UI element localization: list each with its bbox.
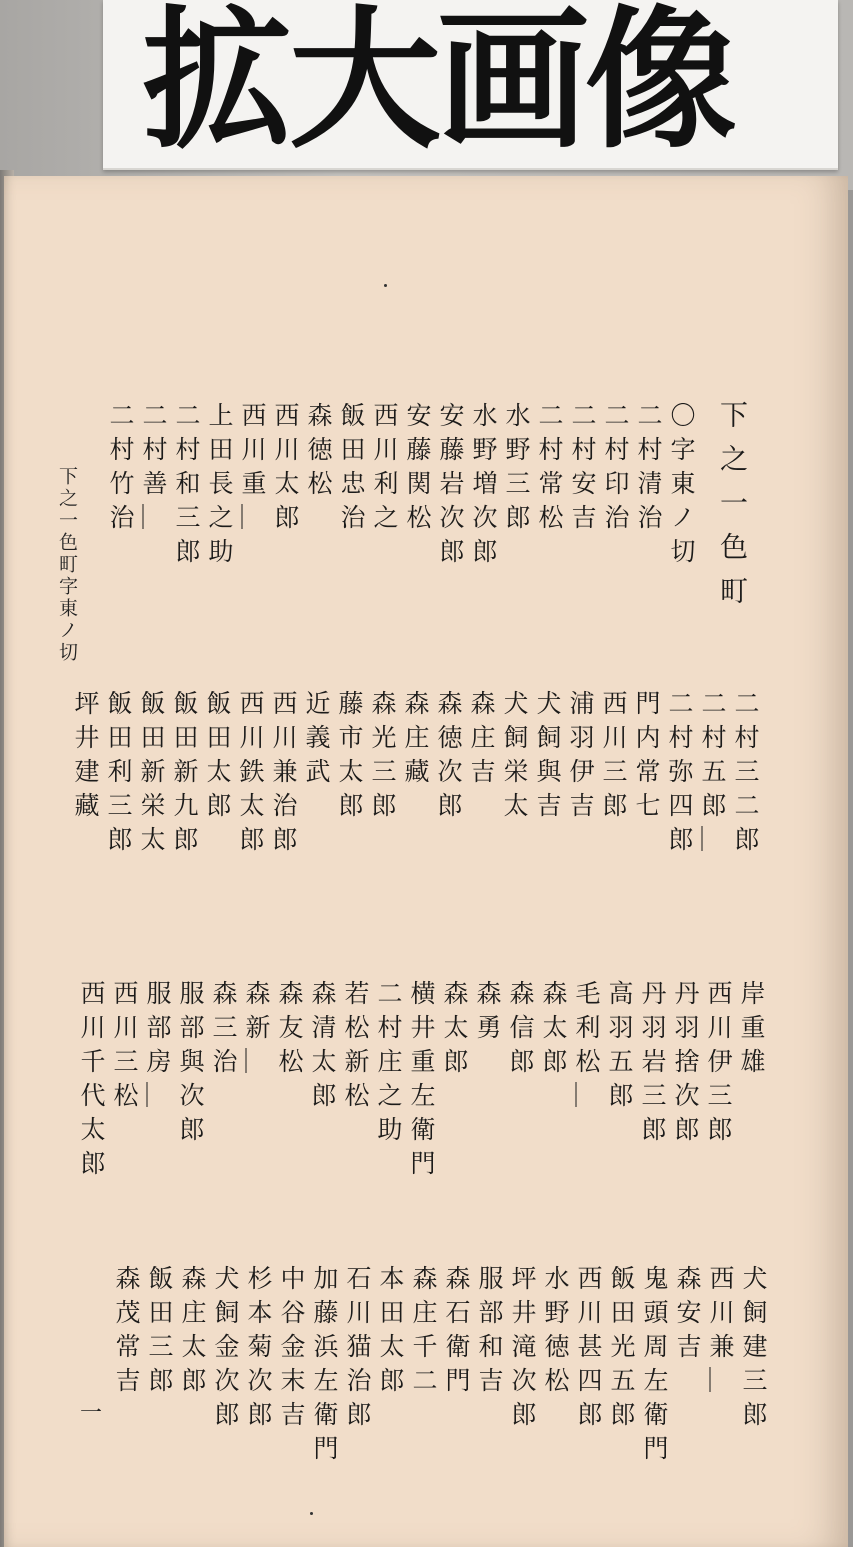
name-column: 二村和三郎 bbox=[172, 402, 201, 572]
name-column: 水野徳松 bbox=[541, 1265, 570, 1401]
name-column: 二村弥四郎 bbox=[665, 690, 694, 860]
name-column: 西川伊三郎 bbox=[704, 980, 733, 1150]
name-column: 高羽五郎 bbox=[605, 980, 634, 1116]
name-column: 森新＿ bbox=[242, 980, 271, 1082]
name-column: 岸重雄 bbox=[737, 980, 766, 1082]
name-column: 犬飼栄太 bbox=[500, 690, 529, 826]
name-column: 浦羽伊吉 bbox=[566, 690, 595, 826]
name-column: 森友松 bbox=[275, 980, 304, 1082]
town-heading: 下之一色町 bbox=[716, 400, 749, 620]
name-column: 毛利松＿ bbox=[572, 980, 601, 1116]
name-column: 西川鉄太郎 bbox=[236, 690, 265, 860]
name-column: 西川三松 bbox=[110, 980, 139, 1116]
name-column: 二村庄之助 bbox=[374, 980, 403, 1150]
name-column: 杉本菊次郎 bbox=[244, 1265, 273, 1435]
name-column: 西川甚四郎 bbox=[574, 1265, 603, 1435]
name-column: 飯田三郎 bbox=[145, 1265, 174, 1401]
name-column: 西川利之 bbox=[370, 402, 399, 538]
name-column: 森庄千二 bbox=[409, 1265, 438, 1401]
name-column: 森太郎 bbox=[440, 980, 469, 1082]
name-column: 丹羽岩三郎 bbox=[638, 980, 667, 1150]
page-number: 一 bbox=[80, 1401, 103, 1426]
name-column: 石川猫治郎 bbox=[343, 1265, 372, 1435]
ink-dot bbox=[310, 1512, 313, 1515]
name-column: 森徳松 bbox=[304, 402, 333, 504]
name-column: 二村三二郎 bbox=[731, 690, 760, 860]
name-column: 門内常七 bbox=[632, 690, 661, 826]
enlarged-image-label bbox=[103, 0, 838, 170]
name-column: 服部與次郎 bbox=[176, 980, 205, 1150]
name-column: 丹羽捨次郎 bbox=[671, 980, 700, 1150]
name-column: 二村五郎＿ bbox=[698, 690, 727, 860]
name-column: 西川千代太郎 bbox=[77, 980, 106, 1184]
name-block-2 bbox=[71, 690, 762, 860]
name-column: 近義武 bbox=[302, 690, 331, 792]
name-column: 中谷金末吉 bbox=[277, 1265, 306, 1435]
name-column: 森光三郎 bbox=[368, 690, 397, 826]
name-column: 西川太郎 bbox=[271, 402, 300, 538]
name-column: 森勇 bbox=[473, 980, 502, 1048]
name-column: 安藤関松 bbox=[403, 402, 432, 538]
label-text: 拡大画像 bbox=[141, 0, 733, 169]
name-column: 森安吉 bbox=[673, 1265, 702, 1367]
name-column: 西川重＿ bbox=[238, 402, 267, 538]
name-column: 飯田太郎 bbox=[203, 690, 232, 826]
name-column: 飯田利三郎 bbox=[104, 690, 133, 860]
name-column: 森庄吉 bbox=[467, 690, 496, 792]
name-column: 本田太郎 bbox=[376, 1265, 405, 1401]
name-column: 森徳次郎 bbox=[434, 690, 463, 826]
name-column: 飯田光五郎 bbox=[607, 1265, 636, 1435]
name-column: 森清太郎 bbox=[308, 980, 337, 1116]
name-column: 森石衛門 bbox=[442, 1265, 471, 1401]
name-block-1 bbox=[106, 402, 698, 572]
name-column: 若松新松 bbox=[341, 980, 370, 1116]
name-column: 上田長之助 bbox=[205, 402, 234, 572]
name-column: 飯田新栄太 bbox=[137, 690, 166, 860]
name-block-3 bbox=[77, 980, 768, 1184]
name-column: 服部和吉 bbox=[475, 1265, 504, 1401]
name-column: 西川兼＿ bbox=[706, 1265, 735, 1401]
name-column: 二村安吉 bbox=[568, 402, 597, 538]
name-column: 森三治 bbox=[209, 980, 238, 1082]
name-column: 坪井建藏 bbox=[71, 690, 100, 826]
name-column: 飯田忠治 bbox=[337, 402, 366, 538]
name-column: 水野増次郎 bbox=[469, 402, 498, 572]
name-column: 服部房＿ bbox=[143, 980, 172, 1116]
name-column: 藤市太郎 bbox=[335, 690, 364, 826]
name-column: 飯田新九郎 bbox=[170, 690, 199, 860]
name-column: 犬飼與吉 bbox=[533, 690, 562, 826]
name-column: 犬飼金次郎 bbox=[211, 1265, 240, 1435]
name-column: 安藤岩次郎 bbox=[436, 402, 465, 572]
name-column: 西川兼治郎 bbox=[269, 690, 298, 860]
name-column: 〇字東ノ切 bbox=[667, 402, 696, 572]
name-column: 森太郎 bbox=[539, 980, 568, 1082]
name-column: 二村常松 bbox=[535, 402, 564, 538]
name-block-4 bbox=[112, 1265, 770, 1469]
name-column: 犬飼建三郎 bbox=[739, 1265, 768, 1435]
name-column: 森庄藏 bbox=[401, 690, 430, 792]
name-column: 二村印治 bbox=[601, 402, 630, 538]
name-column: 西川三郎 bbox=[599, 690, 628, 826]
name-column: 森茂常吉 bbox=[112, 1265, 141, 1401]
name-column: 二村竹治 bbox=[106, 402, 135, 538]
name-column: 二村清治 bbox=[634, 402, 663, 538]
name-column: 坪井滝次郎 bbox=[508, 1265, 537, 1435]
name-column: 横井重左衛門 bbox=[407, 980, 436, 1184]
name-column: 加藤浜左衛門 bbox=[310, 1265, 339, 1469]
name-column: 森庄太郎 bbox=[178, 1265, 207, 1401]
ink-dot bbox=[384, 284, 387, 287]
running-head: 下之一色町字東ノ切 bbox=[56, 466, 78, 664]
name-column: 鬼頭周左衛門 bbox=[640, 1265, 669, 1469]
name-column: 水野三郎 bbox=[502, 402, 531, 538]
name-column: 二村善＿ bbox=[139, 402, 168, 538]
name-column: 森信郎 bbox=[506, 980, 535, 1082]
